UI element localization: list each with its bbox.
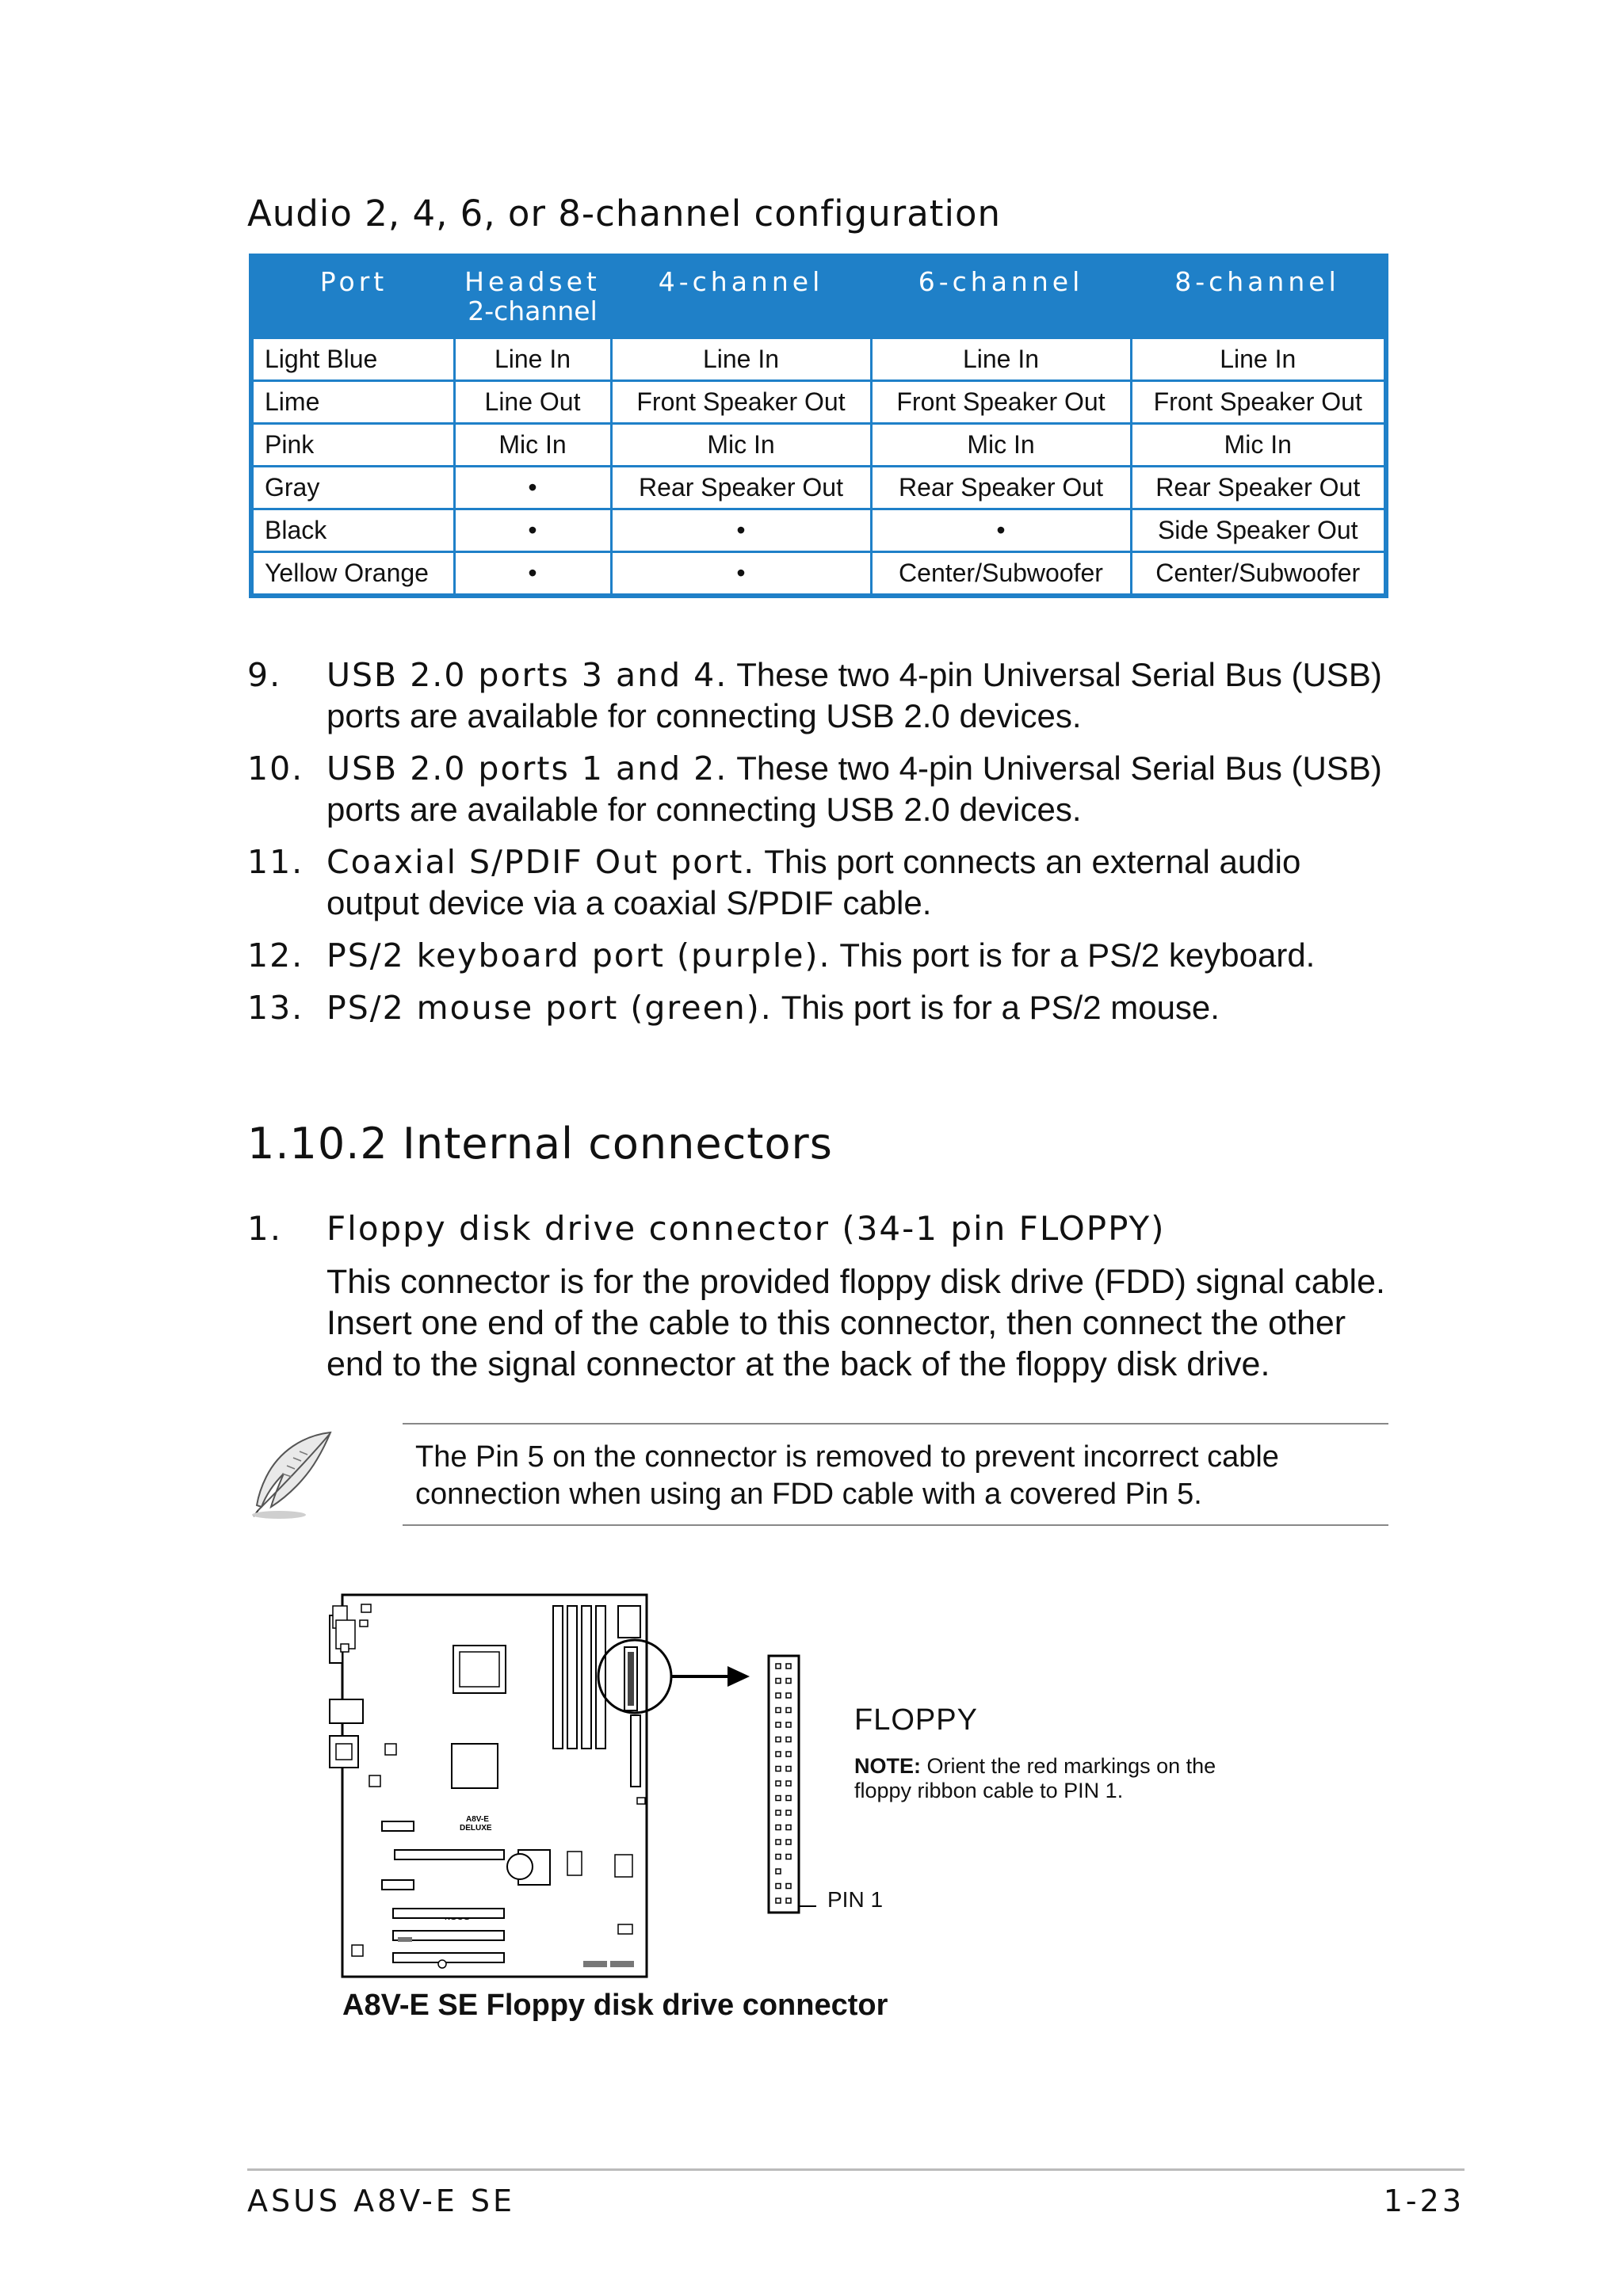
table-cell: Mic In (454, 424, 611, 467)
table-cell: Pink (251, 424, 454, 467)
table-cell: Rear Speaker Out (871, 467, 1131, 509)
table-cell: Lime (251, 381, 454, 424)
header-label: Headset (464, 266, 601, 297)
table-row (251, 339, 1386, 381)
table-cell: Black (251, 509, 454, 552)
section-paragraph: This connector is for the provided floppy disk drive (FDD) signal cable. Insert one end of the cable to this connector, then connect the other end to the signal connector at the back of the floppy disk drive. (327, 1263, 1385, 1383)
item-heading: USB 2.0 ports 1 and 2. (327, 749, 728, 788)
item-number: 11. (247, 843, 304, 881)
table-cell: Front Speaker Out (871, 381, 1131, 424)
table-cell: • (454, 509, 611, 552)
item-heading: PS/2 keyboard port (purple). (327, 936, 831, 974)
table-header-row (251, 256, 1386, 339)
subsection-heading: Floppy disk drive connector (34-1 pin FLOPPY) (327, 1209, 1166, 1248)
table-cell: Light Blue (251, 339, 454, 381)
pin1-label: PIN 1 (827, 1887, 884, 1912)
header-headset (454, 256, 611, 339)
item-heading: PS/2 mouse port (green). (327, 989, 773, 1027)
footer-rule (247, 2168, 1465, 2171)
item-text: This port is for a PS/2 mouse. (772, 989, 1220, 1026)
list-item-ps2-keyboard (247, 935, 1396, 976)
item-heading: Coaxial S/PDIF Out port. (327, 843, 756, 881)
table-cell: • (454, 552, 611, 597)
item-number: 9. (247, 656, 282, 694)
table-cell: Line In (1131, 339, 1386, 381)
table-cell: • (611, 509, 871, 552)
page-number: 1-23 (1383, 2183, 1465, 2218)
table-cell: Center/Subwoofer (871, 552, 1131, 597)
header-4ch (611, 256, 871, 339)
section-title: 1.10.2 Internal connectors (247, 1119, 833, 1169)
footer-product: ASUS A8V-E SE (247, 2183, 516, 2218)
floppy-note (854, 1754, 1235, 1803)
table-cell: Front Speaker Out (1131, 381, 1386, 424)
note-top-rule (403, 1423, 1388, 1425)
item-number: 13. (247, 989, 304, 1027)
subsection-number: 1. (247, 1209, 283, 1248)
svg-text:A8V-E: A8V-E (466, 1815, 489, 1824)
audio-config-title: Audio 2, 4, 6, or 8-channel configuration (247, 193, 1001, 235)
item-text: This port is for a PS/2 keyboard. (831, 936, 1316, 974)
table-row (251, 509, 1386, 552)
list-item-spdif (247, 841, 1396, 924)
table-row (251, 381, 1386, 424)
table-cell: Line Out (454, 381, 611, 424)
table-cell: Line In (611, 339, 871, 381)
table-cell: Front Speaker Out (611, 381, 871, 424)
svg-text:DELUXE: DELUXE (460, 1824, 492, 1833)
note-bottom-rule (403, 1524, 1388, 1526)
table-cell: Side Speaker Out (1131, 509, 1386, 552)
table-cell: Mic In (1131, 424, 1386, 467)
table-cell: • (611, 552, 871, 597)
table-cell: • (871, 509, 1131, 552)
table-cell: Mic In (871, 424, 1131, 467)
table-cell: • (454, 467, 611, 509)
header-label: Port (319, 266, 388, 297)
feather-icon (247, 1428, 341, 1521)
list-item-usb-1-2 (247, 748, 1396, 830)
item-text: These two 4-pin Universal Serial Bus (USB) ports are available for connecting USB 2.0 devices. (327, 749, 1382, 828)
header-6ch (871, 256, 1131, 339)
table-cell: Center/Subwoofer (1131, 552, 1386, 597)
note-body: Orient the red markings on the floppy ribbon cable to PIN 1. (854, 1754, 1216, 1802)
note-text: The Pin 5 on the connector is removed to prevent incorrect cable connection when using an FDD cable with a covered Pin 5. (415, 1440, 1279, 1511)
header-sublabel: 2-channel (468, 296, 598, 326)
table-row (251, 424, 1386, 467)
floppy-label: FLOPPY (854, 1703, 978, 1737)
item-text: This port connects an external audio output device via a coaxial S/PDIF cable. (327, 843, 1301, 921)
table-cell: Line In (454, 339, 611, 381)
floppy-connector-detail (769, 1656, 799, 1913)
table-row (251, 552, 1386, 597)
header-label: 4-channel (658, 266, 824, 297)
table-cell: Mic In (611, 424, 871, 467)
table-cell: Yellow Orange (251, 552, 454, 597)
table-cell: Line In (871, 339, 1131, 381)
audio-config-table (249, 254, 1388, 598)
item-text: These two 4-pin Universal Serial Bus (USB) ports are available for connecting USB 2.0 devices. (327, 656, 1382, 734)
table-cell: Rear Speaker Out (1131, 467, 1386, 509)
item-heading: USB 2.0 ports 3 and 4. (327, 656, 728, 694)
header-port (251, 256, 454, 339)
list-item-usb-3-4 (247, 654, 1396, 737)
header-label: 8-channel (1174, 266, 1340, 297)
list-item-ps2-mouse (247, 987, 1396, 1028)
table-cell: Gray (251, 467, 454, 509)
table-row (251, 467, 1386, 509)
diagram-caption: A8V-E SE Floppy disk drive connector (342, 1989, 888, 2022)
header-label: 6-channel (918, 266, 1084, 297)
note-label: NOTE: (854, 1754, 921, 1778)
subsection-title (247, 1209, 1166, 1248)
item-number: 12. (247, 936, 304, 974)
table-cell: Rear Speaker Out (611, 467, 871, 509)
item-number: 10. (247, 749, 304, 788)
header-8ch (1131, 256, 1386, 339)
